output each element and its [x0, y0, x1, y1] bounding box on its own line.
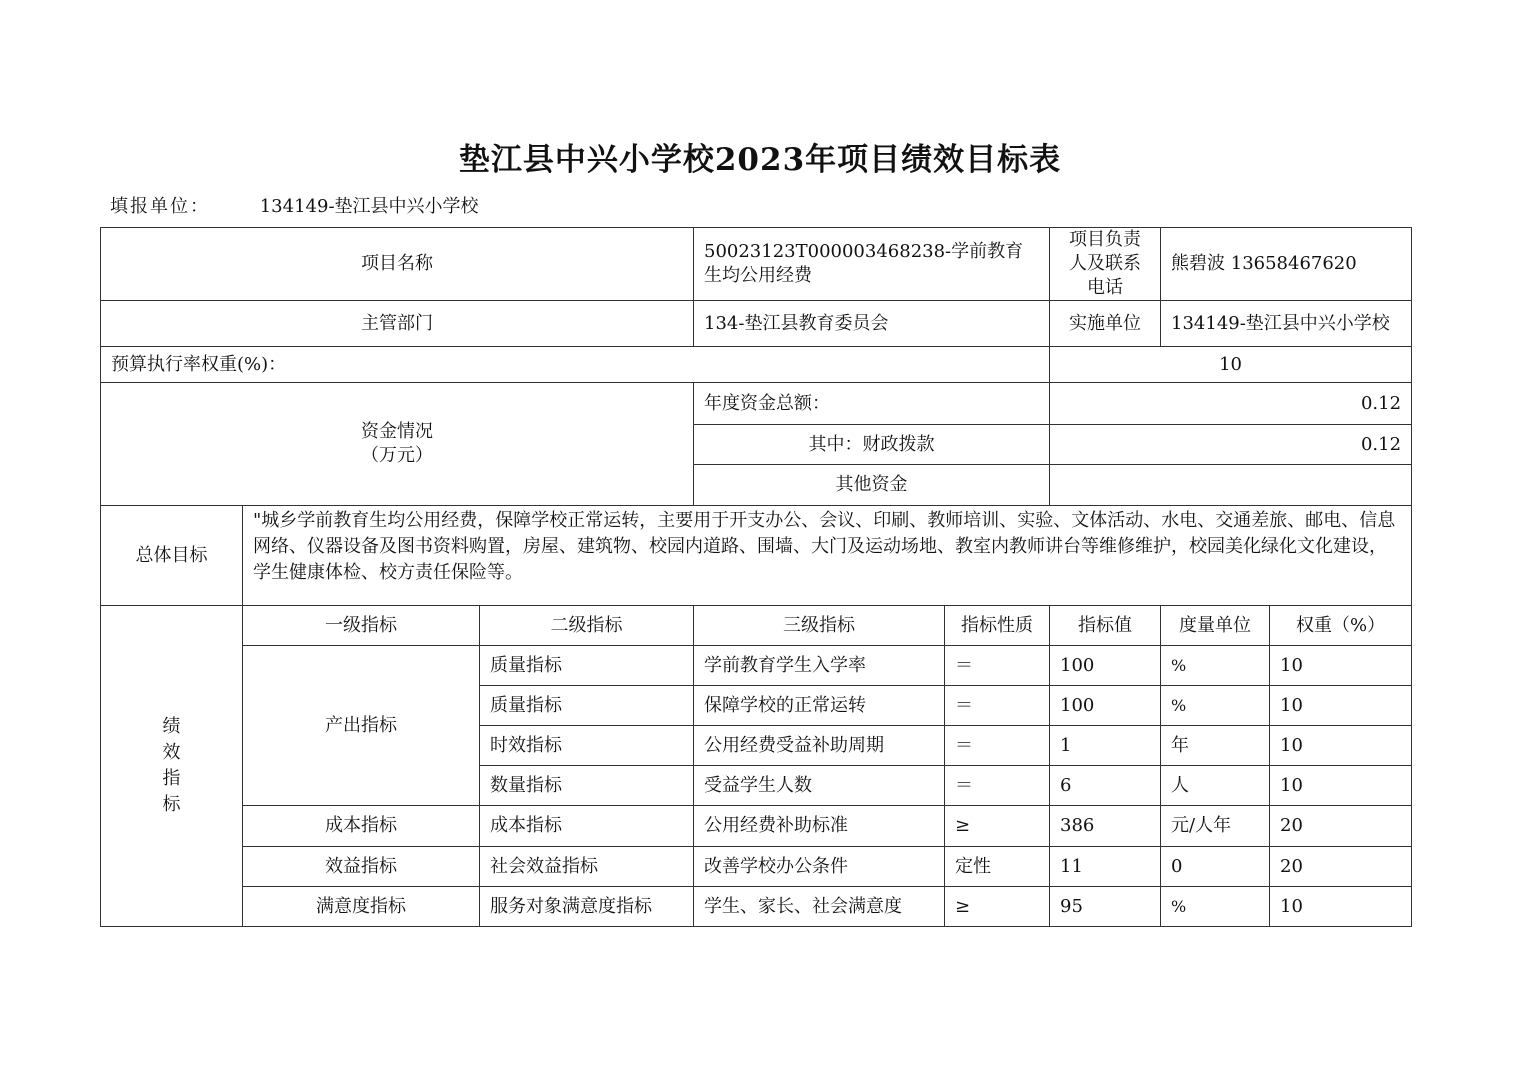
project-name-value: 50023123T000003468238-学前教育生均公用经费 — [694, 228, 1050, 301]
overall-goal-label: 总体目标 — [101, 506, 243, 606]
row-nature: ＝ — [945, 686, 1050, 726]
row-level3: 学生、家长、社会满意度 — [694, 887, 945, 927]
funds-unit-label: （万元） — [361, 445, 433, 466]
table-row — [101, 847, 1412, 887]
row-level2: 质量指标 — [480, 686, 694, 726]
budget-rate-row — [101, 347, 1412, 383]
header-weight: 权重（%） — [1270, 606, 1412, 646]
department-row — [101, 301, 1412, 347]
reporting-unit-row — [110, 192, 479, 218]
project-contact-value: 熊碧波 13658467620 — [1161, 228, 1412, 301]
row-nature: ＝ — [945, 766, 1050, 806]
page-title: 垫江县中兴小学校2023年项目绩效目标表 — [458, 142, 1062, 178]
funds-fiscal-value: 0.12 — [1050, 425, 1412, 465]
performance-target-table — [100, 227, 1412, 927]
header-nature: 指标性质 — [945, 606, 1050, 646]
row-nature: ＝ — [945, 726, 1050, 766]
funds-label-cell — [101, 383, 694, 506]
funds-total-row — [101, 383, 1412, 425]
project-contact-label: 项目负责人及联系电话 — [1050, 228, 1161, 301]
budget-rate-value: 10 — [1050, 347, 1412, 383]
indicator-header-row — [101, 606, 1412, 646]
row-nature: ≥ — [945, 887, 1050, 927]
table-row — [101, 887, 1412, 927]
row-level2: 数量指标 — [480, 766, 694, 806]
row-unit: % — [1161, 646, 1270, 686]
row-level3: 保障学校的正常运转 — [694, 686, 945, 726]
table-row — [101, 806, 1412, 847]
funds-other-label: 其他资金 — [694, 465, 1050, 506]
row-value: 95 — [1050, 887, 1161, 927]
row-weight: 10 — [1270, 887, 1412, 927]
row-weight: 20 — [1270, 806, 1412, 847]
row-value: 100 — [1050, 686, 1161, 726]
row-level3: 学前教育学生入学率 — [694, 646, 945, 686]
row-weight: 10 — [1270, 766, 1412, 806]
header-level1: 一级指标 — [243, 606, 480, 646]
row-unit: 人 — [1161, 766, 1270, 806]
row-unit: 元/人年 — [1161, 806, 1270, 847]
row-weight: 10 — [1270, 726, 1412, 766]
row-level3: 改善学校办公条件 — [694, 847, 945, 887]
funds-fiscal-label: 其中：财政拨款 — [694, 425, 1050, 465]
header-level3: 三级指标 — [694, 606, 945, 646]
row-value: 386 — [1050, 806, 1161, 847]
implementing-unit-value: 134149-垫江县中兴小学校 — [1161, 301, 1412, 347]
row-level3: 受益学生人数 — [694, 766, 945, 806]
performance-indicator-label-cell — [101, 606, 243, 927]
project-name-label: 项目名称 — [101, 228, 694, 301]
row-weight: 10 — [1270, 646, 1412, 686]
row-weight: 10 — [1270, 686, 1412, 726]
group-benefit: 效益指标 — [243, 847, 480, 887]
row-level3: 公用经费受益补助周期 — [694, 726, 945, 766]
table-row — [101, 646, 1412, 686]
group-cost: 成本指标 — [243, 806, 480, 847]
row-unit: % — [1161, 686, 1270, 726]
header-level2: 二级指标 — [480, 606, 694, 646]
header-unit: 度量单位 — [1161, 606, 1270, 646]
header-value: 指标值 — [1050, 606, 1161, 646]
funds-total-label: 年度资金总额： — [694, 383, 1050, 425]
funds-label: 资金情况 — [361, 421, 433, 442]
row-level2: 质量指标 — [480, 646, 694, 686]
row-unit: 0 — [1161, 847, 1270, 887]
overall-goal-text: "城乡学前教育生均公用经费，保障学校正常运转，主要用于开支办公、会议、印刷、教师培训、实验、文体活动、水电、交通差旅、邮电、信息网络、仪器设备及图书资料购置，房屋、建筑物、校园内道路、围墙、大门及运动场地、教室内教师讲台等维修维护，校园美化绿化文化建设，学生健康体检、校方责任保险等。 — [243, 506, 1412, 606]
funds-total-value: 0.12 — [1050, 383, 1412, 425]
department-label: 主管部门 — [101, 301, 694, 347]
reporting-unit-value: 134149-垫江县中兴小学校 — [259, 196, 479, 217]
row-value: 6 — [1050, 766, 1161, 806]
row-unit: 年 — [1161, 726, 1270, 766]
group-output: 产出指标 — [243, 646, 480, 806]
row-weight: 20 — [1270, 847, 1412, 887]
row-value: 1 — [1050, 726, 1161, 766]
row-value: 100 — [1050, 646, 1161, 686]
budget-rate-label: 预算执行率权重(%)： — [101, 347, 1050, 383]
row-level2: 社会效益指标 — [480, 847, 694, 887]
department-value: 134-垫江县教育委员会 — [694, 301, 1050, 347]
row-nature: ＝ — [945, 646, 1050, 686]
row-nature: 定性 — [945, 847, 1050, 887]
reporting-unit-label: 填报单位： — [110, 196, 210, 217]
project-name-row — [101, 228, 1412, 301]
row-value: 11 — [1050, 847, 1161, 887]
row-nature: ≥ — [945, 806, 1050, 847]
row-level2: 时效指标 — [480, 726, 694, 766]
row-level2: 成本指标 — [480, 806, 694, 847]
group-satisfaction: 满意度指标 — [243, 887, 480, 927]
row-level3: 公用经费补助标准 — [694, 806, 945, 847]
funds-other-value — [1050, 465, 1412, 506]
implementing-unit-label: 实施单位 — [1050, 301, 1161, 347]
performance-indicator-label: 绩效指标 — [162, 716, 181, 815]
row-unit: % — [1161, 887, 1270, 927]
overall-goal-row — [101, 506, 1412, 606]
row-level2: 服务对象满意度指标 — [480, 887, 694, 927]
